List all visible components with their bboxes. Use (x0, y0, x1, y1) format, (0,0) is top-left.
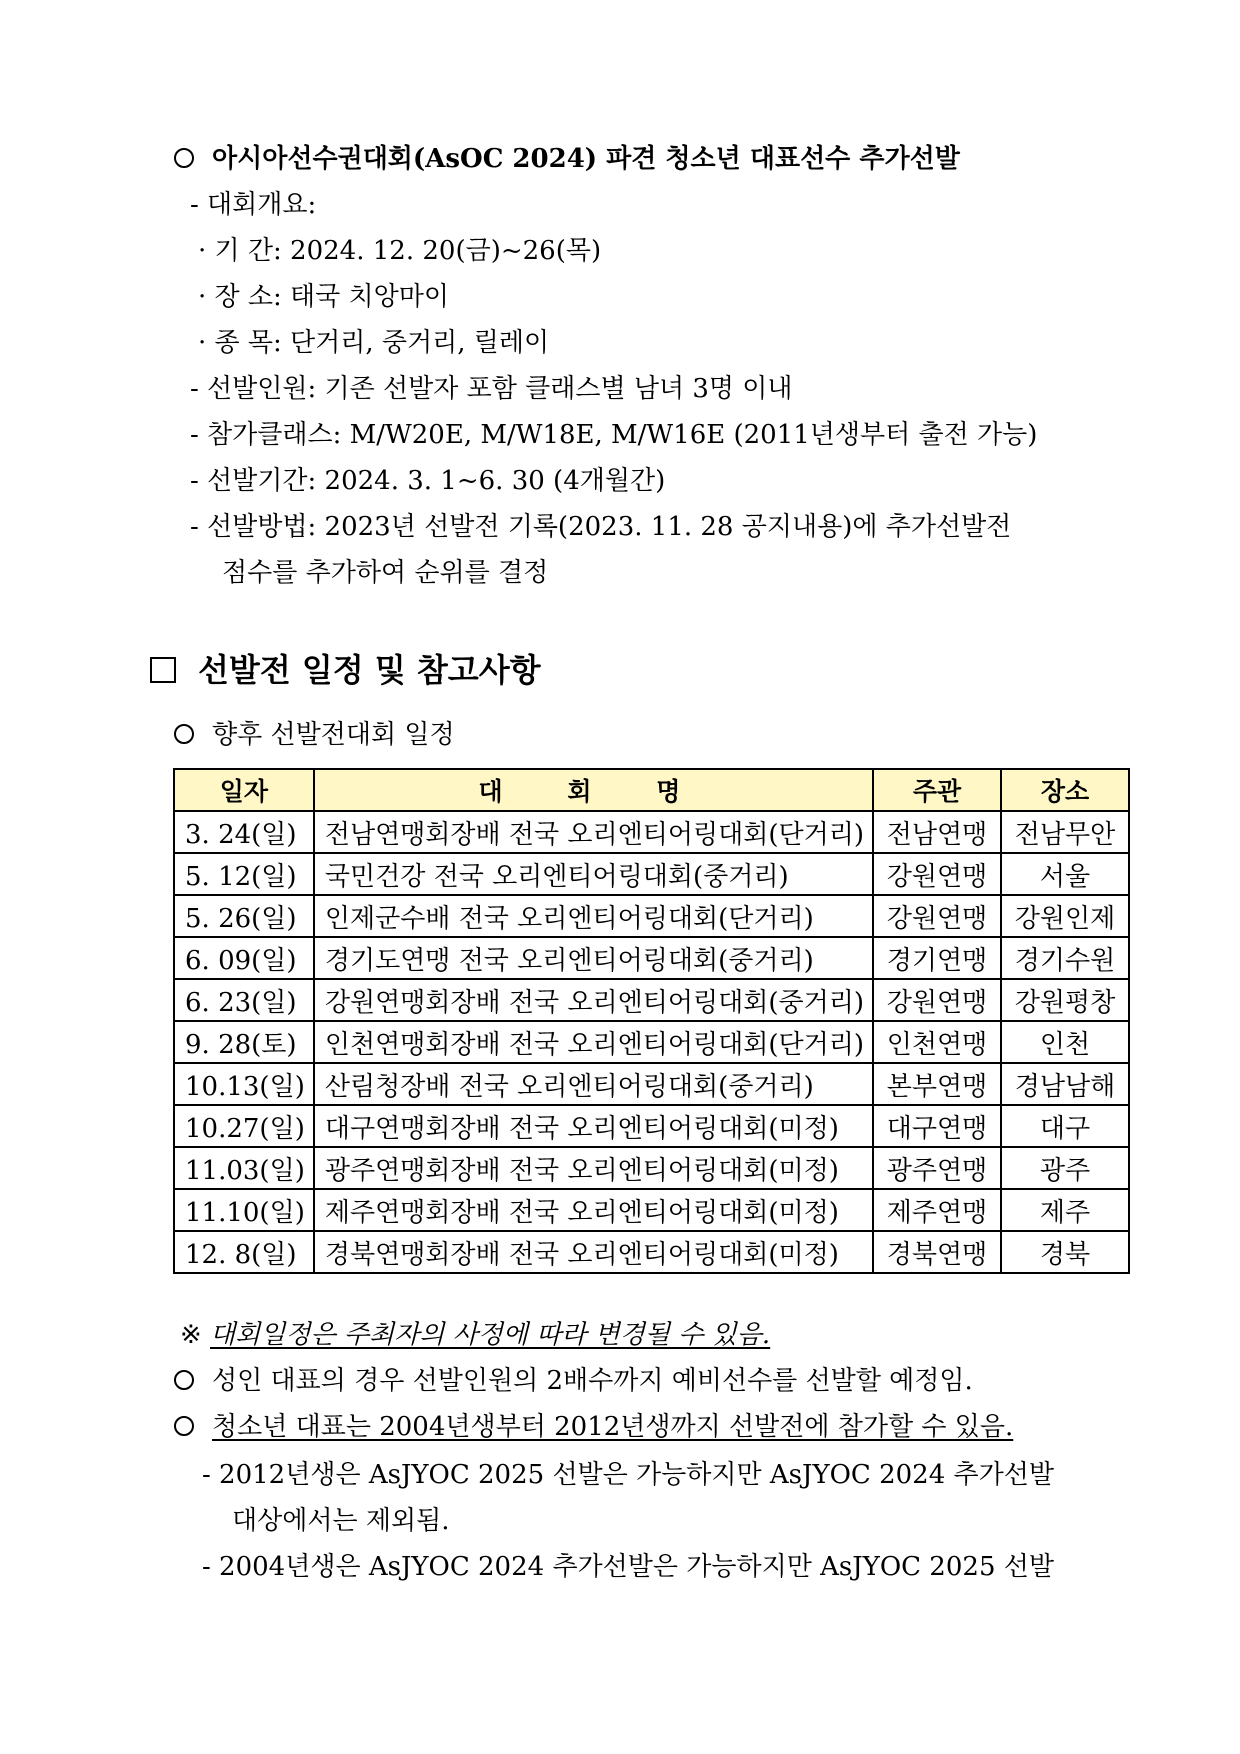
born-2004-note-line1: - 2004년생은 AsJYOC 2024 추가선발은 가능하지만 AsJYOC 2025 선발 (202, 1552, 1054, 1582)
cell-event-name: 산림청장배 전국 오리엔티어링대회(중거리) (314, 1063, 873, 1105)
cell-event-name: 제주연맹회장배 전국 오리엔티어링대회(미정) (314, 1189, 873, 1231)
quota-item: - 선발인원: 기존 선발자 포함 클래스별 남녀 3명 이내 (190, 374, 793, 404)
hollow-circle-bullet-icon (174, 1370, 194, 1390)
header-date: 일자 (174, 769, 314, 811)
table-row (174, 1147, 1129, 1189)
table-row (174, 1231, 1129, 1273)
born-2012-note-line1: - 2012년생은 AsJYOC 2025 선발은 가능하지만 AsJYOC 2024 추가선발 (202, 1460, 1054, 1490)
cell-date: 9. 28(토) (174, 1021, 314, 1063)
youth-eligibility-note: 청소년 대표는 2004년생부터 2012년생까지 선발전에 참가할 수 있음. (174, 1410, 1013, 1444)
cell-date: 12. 8(일) (174, 1231, 314, 1273)
events-item: · 종 목: 단거리, 중거리, 릴레이 (198, 328, 550, 358)
selection-period-item: - 선발기간: 2024. 3. 1~6. 30 (4개월간) (190, 466, 666, 496)
cell-venue: 서울 (1001, 853, 1129, 895)
hollow-circle-bullet-icon (174, 1416, 194, 1436)
cell-venue: 제주 (1001, 1189, 1129, 1231)
cell-venue: 경기수원 (1001, 937, 1129, 979)
table-row (174, 1189, 1129, 1231)
method-item-line1: - 선발방법: 2023년 선발전 기록(2023. 11. 28 공지내용)에 추가선발전 (190, 512, 1012, 542)
schedule-table (173, 768, 1130, 1274)
cell-date: 6. 23(일) (174, 979, 314, 1021)
schedule-note-text: 대회일정은 주최자의 사정에 따라 변경될 수 있음. (210, 1320, 771, 1350)
hollow-circle-bullet-icon (174, 724, 194, 744)
cell-host: 경기연맹 (873, 937, 1001, 979)
cell-date: 6. 09(일) (174, 937, 314, 979)
cell-venue: 대구 (1001, 1105, 1129, 1147)
cell-venue: 인천 (1001, 1021, 1129, 1063)
cell-date: 3. 24(일) (174, 811, 314, 853)
cell-venue: 경남남해 (1001, 1063, 1129, 1105)
cell-host: 광주연맹 (873, 1147, 1001, 1189)
cell-host: 전남연맹 (873, 811, 1001, 853)
header-event-name: 대 회 명 (314, 769, 873, 811)
method-item-line2: 점수를 추가하여 순위를 결정 (222, 558, 549, 588)
table-row (174, 1021, 1129, 1063)
cell-date: 5. 12(일) (174, 853, 314, 895)
schedule-subheading: 향후 선발전대회 일정 (174, 718, 455, 752)
intro-heading: 아시아선수권대회(AsOC 2024) 파견 청소년 대표선수 추가선발 (174, 142, 960, 176)
cell-host: 제주연맹 (873, 1189, 1001, 1231)
cell-venue: 강원평창 (1001, 979, 1129, 1021)
cell-venue: 강원인제 (1001, 895, 1129, 937)
cell-host: 본부연맹 (873, 1063, 1001, 1105)
cell-date: 11.10(일) (174, 1189, 314, 1231)
table-row (174, 1105, 1129, 1147)
cell-host: 인천연맹 (873, 1021, 1001, 1063)
table-row (174, 811, 1129, 853)
cell-event-name: 대구연맹회장배 전국 오리엔티어링대회(미정) (314, 1105, 873, 1147)
cell-host: 강원연맹 (873, 979, 1001, 1021)
period-item: · 기 간: 2024. 12. 20(금)~26(목) (198, 236, 602, 266)
cell-event-name: 광주연맹회장배 전국 오리엔티어링대회(미정) (314, 1147, 873, 1189)
cell-event-name: 강원연맹회장배 전국 오리엔티어링대회(중거리) (314, 979, 873, 1021)
cell-event-name: 국민건강 전국 오리엔티어링대회(중거리) (314, 853, 873, 895)
cell-event-name: 인제군수배 전국 오리엔티어링대회(단거리) (314, 895, 873, 937)
born-2012-note-line2: 대상에서는 제외됨. (232, 1506, 450, 1536)
cell-host: 강원연맹 (873, 853, 1001, 895)
cell-venue: 경북 (1001, 1231, 1129, 1273)
section-title: 선발전 일정 및 참고사항 (150, 650, 541, 690)
reference-mark: ※ (180, 1320, 202, 1350)
cell-event-name: 전남연맹회장배 전국 오리엔티어링대회(단거리) (314, 811, 873, 853)
cell-date: 10.13(일) (174, 1063, 314, 1105)
overview-label: - 대회개요: (190, 190, 317, 220)
cell-venue: 광주 (1001, 1147, 1129, 1189)
cell-date: 5. 26(일) (174, 895, 314, 937)
classes-item: - 참가클래스: M/W20E, M/W18E, M/W16E (2011년생부터 출전 가능) (190, 420, 1038, 450)
cell-venue: 전남무안 (1001, 811, 1129, 853)
hollow-circle-bullet-icon (174, 148, 194, 168)
table-row (174, 979, 1129, 1021)
cell-event-name: 경북연맹회장배 전국 오리엔티어링대회(미정) (314, 1231, 873, 1273)
cell-host: 경북연맹 (873, 1231, 1001, 1273)
header-host: 주관 (873, 769, 1001, 811)
cell-date: 11.03(일) (174, 1147, 314, 1189)
table-row (174, 895, 1129, 937)
header-venue: 장소 (1001, 769, 1129, 811)
cell-event-name: 경기도연맹 전국 오리엔티어링대회(중거리) (314, 937, 873, 979)
cell-event-name: 인천연맹회장배 전국 오리엔티어링대회(단거리) (314, 1021, 873, 1063)
table-row (174, 853, 1129, 895)
cell-date: 10.27(일) (174, 1105, 314, 1147)
venue-item: · 장 소: 태국 치앙마이 (198, 282, 450, 312)
cell-host: 강원연맹 (873, 895, 1001, 937)
table-row (174, 937, 1129, 979)
cell-host: 대구연맹 (873, 1105, 1001, 1147)
adult-reserve-note: 성인 대표의 경우 선발인원의 2배수까지 예비선수를 선발할 예정임. (174, 1364, 973, 1398)
table-row (174, 1063, 1129, 1105)
square-bullet-icon (150, 657, 176, 683)
table-header-row (174, 769, 1129, 811)
schedule-change-note (180, 1318, 770, 1352)
